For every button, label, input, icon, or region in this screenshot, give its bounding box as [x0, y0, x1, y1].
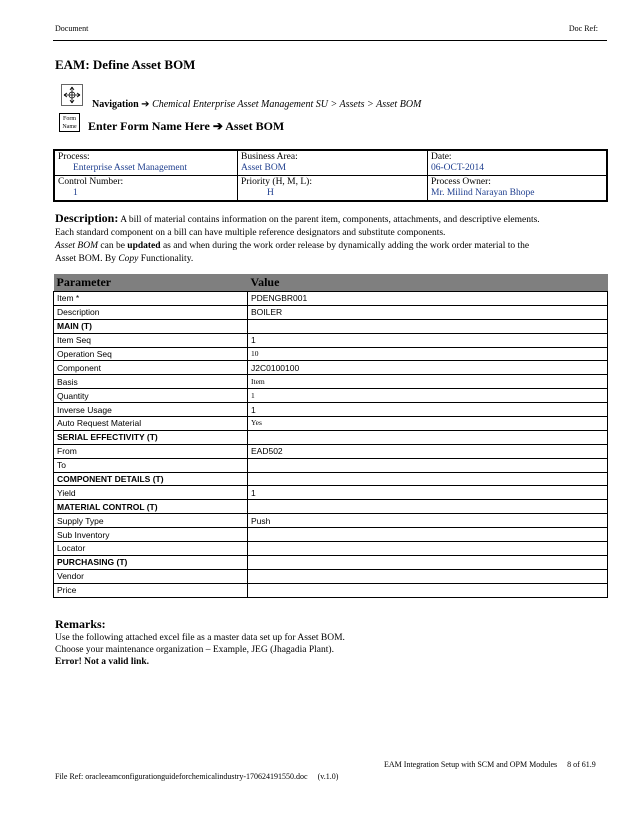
- parameter-column-header: Parameter: [54, 274, 248, 292]
- parameter-name: To: [54, 458, 248, 472]
- parameter-name: From: [54, 444, 248, 458]
- process-table: [53, 149, 608, 202]
- parameter-row: [54, 333, 608, 347]
- form-arrow-icon: ➔: [212, 119, 223, 133]
- parameter-name: Vendor: [54, 569, 248, 583]
- footer-right: EAM Integration Setup with SCM and OPM Modules 8 of 61.9: [384, 760, 596, 769]
- parameter-table: [53, 274, 608, 598]
- parameter-row: [54, 292, 608, 306]
- parameter-value: [248, 583, 608, 597]
- remarks-section: [55, 617, 610, 668]
- process-label: Process:: [58, 152, 90, 162]
- parameter-value: [248, 542, 608, 556]
- navigation-label: Navigation: [92, 99, 139, 110]
- form-name-row: [88, 119, 284, 134]
- parameter-name: Locator: [54, 542, 248, 556]
- form-name-label: Enter Form Name Here: [88, 119, 210, 133]
- parameter-row: [54, 319, 608, 333]
- parameter-value: 1: [248, 486, 608, 500]
- date-value: 06-OCT-2014: [431, 163, 484, 173]
- header-divider: [53, 40, 607, 41]
- page-title: EAM: Define Asset BOM: [55, 57, 196, 72]
- parameter-value: [248, 430, 608, 444]
- process-owner-label: Process Owner:: [431, 177, 491, 187]
- parameter-value: [248, 569, 608, 583]
- parameter-name: Supply Type: [54, 514, 248, 528]
- value-column-header: Value: [248, 274, 608, 292]
- date-label: Date:: [431, 152, 452, 162]
- navigation-icon: [61, 84, 83, 106]
- navigation-path: Chemical Enterprise Asset Management SU > Assets > Asset BOM: [152, 99, 422, 110]
- parameter-row: [54, 555, 608, 569]
- footer-left: File Ref: oracleeamconfigurationguideforchemicalindustry-170624191550.doc (v.1.0): [55, 772, 339, 781]
- parameter-row: [54, 514, 608, 528]
- parameter-value: 1: [248, 403, 608, 417]
- remarks-line-1: Use the following attached excel file as a master data set up for Asset BOM.: [55, 633, 345, 643]
- description-line-4: Asset BOM. By Copy Functionality.: [55, 254, 194, 264]
- priority-label: Priority (H, M, L):: [241, 177, 312, 187]
- parameter-value: [248, 528, 608, 542]
- parameter-name: Item Seq: [54, 333, 248, 347]
- description-line-2: Each standard component on a bill can have multiple reference designators and substitute components.: [55, 228, 446, 238]
- remarks-heading: Remarks:: [55, 617, 106, 631]
- parameter-name: Yield: [54, 486, 248, 500]
- header-right: Doc Ref:: [568, 24, 598, 33]
- process-value: Enterprise Asset Management: [73, 163, 187, 173]
- description-line-1: A bill of material contains information on the parent item, components, attachments, and descriptive elements.: [120, 215, 540, 225]
- parameter-row: [54, 347, 608, 361]
- parameter-row: [54, 472, 608, 486]
- control-number-value: 1: [73, 188, 78, 198]
- remarks-error-link[interactable]: Error! Not a valid link.: [55, 657, 150, 667]
- parameter-value: 1: [248, 389, 608, 403]
- parameter-value: [248, 319, 608, 333]
- control-number-label: Control Number:: [58, 177, 124, 187]
- parameter-row: [54, 458, 608, 472]
- form-name-icon: Form Name: [59, 113, 80, 132]
- parameter-row: [54, 500, 608, 514]
- parameter-value: 10: [248, 347, 608, 361]
- parameter-name: Sub Inventory: [54, 528, 248, 542]
- parameter-row: [54, 444, 608, 458]
- parameter-row: [54, 430, 608, 444]
- parameter-value: 1: [248, 333, 608, 347]
- remarks-line-2: Choose your maintenance organization – Example, JEG (Jhagadia Plant).: [55, 645, 334, 655]
- parameter-row: [54, 542, 608, 556]
- parameter-row: [54, 403, 608, 417]
- parameter-name: SERIAL EFFECTIVITY (T): [54, 430, 248, 444]
- parameter-row: [54, 361, 608, 375]
- parameter-name: Description: [54, 305, 248, 319]
- parameter-name: Auto Request Material: [54, 417, 248, 431]
- parameter-name: Price: [54, 583, 248, 597]
- parameter-name: MAIN (T): [54, 319, 248, 333]
- parameter-row: [54, 389, 608, 403]
- description-line-3: Asset BOM can be updated as and when during the work order release by dynamically adding the work order material to the: [55, 241, 530, 251]
- parameter-name: Item *: [54, 292, 248, 306]
- parameter-value: Yes: [248, 417, 608, 431]
- parameter-value: Item: [248, 375, 608, 389]
- process-owner-value: Mr. Milind Narayan Bhope: [431, 188, 535, 198]
- parameter-rows: [54, 292, 608, 598]
- parameter-value: [248, 500, 608, 514]
- parameter-row: [54, 486, 608, 500]
- parameter-value: [248, 458, 608, 472]
- parameter-name: Operation Seq: [54, 347, 248, 361]
- navigation-arrow-icon: ➔: [141, 99, 150, 110]
- parameter-name: COMPONENT DETAILS (T): [54, 472, 248, 486]
- business-area-label: Business Area:: [241, 152, 298, 162]
- parameter-value: PDENGBR001: [248, 292, 608, 306]
- parameter-name: PURCHASING (T): [54, 555, 248, 569]
- parameter-row: [54, 305, 608, 319]
- description-section: [55, 212, 610, 266]
- parameter-value: BOILER: [248, 305, 608, 319]
- header-left: Document: [55, 24, 89, 33]
- parameter-name: Basis: [54, 375, 248, 389]
- parameter-row: [54, 417, 608, 431]
- parameter-name: Quantity: [54, 389, 248, 403]
- priority-value: H: [267, 188, 274, 198]
- form-name-value: Asset BOM: [225, 119, 285, 133]
- parameter-row: [54, 528, 608, 542]
- parameter-value: Push: [248, 514, 608, 528]
- parameter-name: Component: [54, 361, 248, 375]
- parameter-name: Inverse Usage: [54, 403, 248, 417]
- parameter-row: [54, 569, 608, 583]
- parameter-value: [248, 555, 608, 569]
- description-heading: Description:: [55, 211, 119, 225]
- business-area-value: Asset BOM: [241, 163, 287, 173]
- parameter-row: [54, 375, 608, 389]
- navigation-row: [92, 99, 421, 110]
- parameter-name: MATERIAL CONTROL (T): [54, 500, 248, 514]
- parameter-value: EAD502: [248, 444, 608, 458]
- parameter-value: [248, 472, 608, 486]
- parameter-row: [54, 583, 608, 597]
- parameter-value: J2C0100100: [248, 361, 608, 375]
